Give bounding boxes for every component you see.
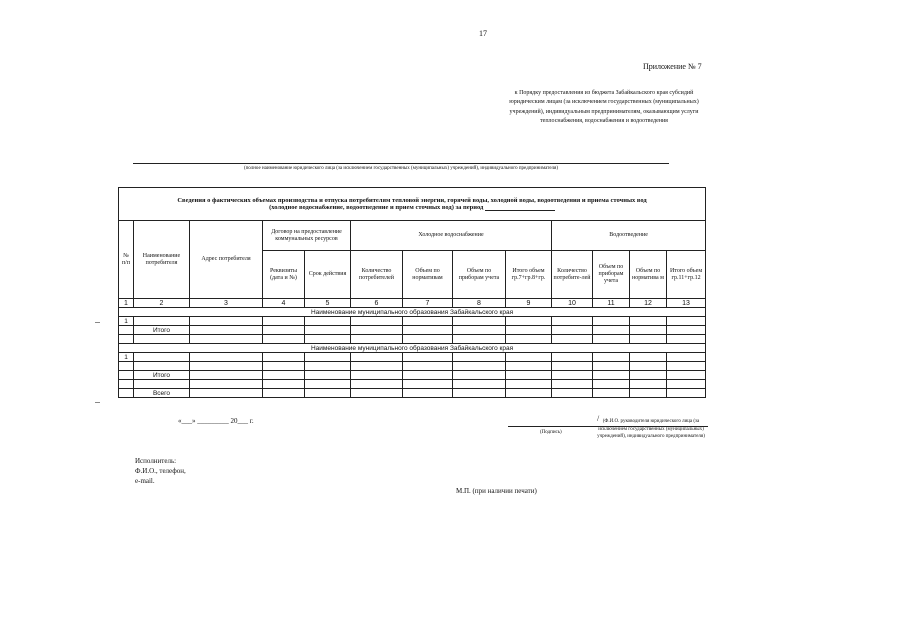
table-cell <box>134 335 190 344</box>
group-drain-header: Водоотведение <box>552 221 706 251</box>
table-title-line1: Сведения о фактических объемах производства и отпуска потребителям тепловой энергии, горячей воды, холодной воды, водоотведения и приема сточных вод <box>177 197 647 204</box>
table-cell <box>190 353 263 362</box>
table-cell <box>630 335 667 344</box>
table-cell <box>453 380 506 389</box>
col-address-header: Адрес потребителя <box>190 221 263 299</box>
table-cell <box>305 380 351 389</box>
table-cell <box>453 353 506 362</box>
table-cell <box>190 326 263 335</box>
sub-drain-count-header: Количество потребите-лей <box>552 251 593 299</box>
table-cell <box>630 389 667 398</box>
signature-separator: / <box>597 414 600 423</box>
sub-requisites-header: Реквизиты (дата и №) <box>263 251 305 299</box>
table-cell <box>305 362 351 371</box>
table-cell <box>305 326 351 335</box>
date-line: «___» _________ 20___ г. <box>178 417 254 425</box>
table-cell <box>263 362 305 371</box>
page-number: 17 <box>479 29 487 38</box>
performer-fio: Ф.И.О., телефон, <box>135 467 186 475</box>
table-cell <box>552 380 593 389</box>
table-cell <box>552 317 593 326</box>
table-cell <box>552 371 593 380</box>
group-cold-header: Холодное водоснабжение <box>351 221 552 251</box>
table-cell <box>593 389 630 398</box>
table-cell <box>667 389 706 398</box>
table-cell <box>351 335 403 344</box>
table-cell <box>506 353 552 362</box>
table-cell <box>593 353 630 362</box>
col-number-cell: 13 <box>667 299 706 308</box>
table-cell <box>506 326 552 335</box>
table-cell <box>403 389 453 398</box>
table-title-period: (холодное водоснабжение, водоотведение и прием сточных вод) за период <box>269 204 484 211</box>
table-cell <box>119 380 134 389</box>
section-title: Наименование муниципального образования Забайкальского края <box>119 344 706 353</box>
table-cell <box>190 335 263 344</box>
table-cell <box>403 335 453 344</box>
table-cell <box>190 371 263 380</box>
table-cell <box>305 353 351 362</box>
performer-block <box>135 456 186 486</box>
table-cell <box>667 362 706 371</box>
table-cell <box>506 317 552 326</box>
table-cell <box>119 335 134 344</box>
table-cell <box>593 380 630 389</box>
table-cell <box>593 335 630 344</box>
table-cell <box>552 353 593 362</box>
sub-cold-meter-header: Объем по приборам учета <box>453 251 506 299</box>
table-cell <box>667 326 706 335</box>
table-cell <box>119 362 134 371</box>
table-cell <box>351 353 403 362</box>
margin-mark <box>95 402 100 403</box>
table-cell <box>263 335 305 344</box>
table-cell <box>667 371 706 380</box>
table-cell <box>263 371 305 380</box>
table-cell <box>305 317 351 326</box>
table-cell <box>506 362 552 371</box>
table-cell <box>453 371 506 380</box>
table-cell <box>134 353 190 362</box>
table-row-num: 1 <box>119 317 134 326</box>
table-cell <box>351 380 403 389</box>
col-number-cell: 12 <box>630 299 667 308</box>
col-number-cell: 6 <box>351 299 403 308</box>
table-cell <box>403 362 453 371</box>
col-number-cell: 5 <box>305 299 351 308</box>
stamp-note: М.П. (при наличии печати) <box>456 487 537 495</box>
table-cell <box>305 389 351 398</box>
table-cell <box>453 326 506 335</box>
col-number-cell: 3 <box>190 299 263 308</box>
table-row-num: 1 <box>119 353 134 362</box>
table-cell <box>351 371 403 380</box>
table-cell <box>190 362 263 371</box>
table-cell <box>453 389 506 398</box>
table-cell <box>263 326 305 335</box>
col-number-cell: 9 <box>506 299 552 308</box>
table-cell <box>305 371 351 380</box>
sub-cold-total-header: Итого объем гр.7+гр.8+гр. <box>506 251 552 299</box>
table-cell <box>506 371 552 380</box>
table-cell <box>351 317 403 326</box>
margin-mark <box>95 322 100 323</box>
table-cell <box>351 362 403 371</box>
table-title <box>119 188 706 221</box>
table-cell <box>506 380 552 389</box>
table-cell <box>263 317 305 326</box>
table-cell <box>630 326 667 335</box>
table-cell <box>630 317 667 326</box>
sub-drain-meter-header: Объем по приборам учета <box>593 251 630 299</box>
table-cell <box>552 326 593 335</box>
table-cell <box>305 335 351 344</box>
sub-drain-total-header: Итого объем гр.11+гр.12 <box>667 251 706 299</box>
col-number-cell: 1 <box>119 299 134 308</box>
table-cell <box>403 353 453 362</box>
org-name-caption: (полное наименование юридического лица (за исключением государственных (муниципальных) учреждений), индивидуального предпринимателя) <box>243 166 559 171</box>
signature-caption: (Подпись) <box>540 430 562 435</box>
table-cell <box>593 326 630 335</box>
org-name-line <box>133 163 669 164</box>
table-cell <box>506 389 552 398</box>
table-cell <box>351 326 403 335</box>
performer-label: Исполнитель: <box>135 457 177 465</box>
fio-caption: (Ф.И.О. руководителя юридического лица (за исключением государственных (муниципальных) учреждений), индивидуального предпринимателя) <box>597 419 705 439</box>
table-cell <box>630 380 667 389</box>
col-name-header: Наименование потребителя <box>134 221 190 299</box>
table-cell <box>263 380 305 389</box>
table-cell <box>351 389 403 398</box>
col-number-cell: 2 <box>134 299 190 308</box>
table-cell <box>506 335 552 344</box>
table-cell <box>667 353 706 362</box>
table-cell <box>630 371 667 380</box>
sub-drain-norm-header: Объем по норматива м <box>630 251 667 299</box>
grand-total-label: Всего <box>134 389 190 398</box>
table-cell <box>453 335 506 344</box>
col-number-cell: 4 <box>263 299 305 308</box>
sub-cold-norm-header: Объем по нормативам <box>403 251 453 299</box>
table-cell <box>453 362 506 371</box>
sub-term-header: Срок действия <box>305 251 351 299</box>
table-cell <box>453 317 506 326</box>
report-table <box>118 187 706 398</box>
table-cell <box>667 317 706 326</box>
appendix-subtitle: к Порядку предоставления из бюджета Забайкальского края субсидий юридическим лицам (за исключением государственных (муниципальных) учреждений), индивидуальным предпринимателям, оказывающим услуги теплоснабжения, водоснабжения и водоотведения <box>509 90 699 125</box>
table-cell <box>190 389 263 398</box>
col-num-header: № п/п <box>119 221 134 299</box>
table-cell <box>263 389 305 398</box>
table-cell <box>593 362 630 371</box>
section-total-label: Итого <box>134 371 190 380</box>
sub-cold-count-header: Количество потребителей <box>351 251 403 299</box>
table-cell <box>403 380 453 389</box>
table-cell <box>667 380 706 389</box>
table-cell <box>552 389 593 398</box>
table-cell <box>263 353 305 362</box>
table-cell <box>134 362 190 371</box>
col-number-cell: 7 <box>403 299 453 308</box>
table-cell <box>630 362 667 371</box>
section-total-label: Итого <box>134 326 190 335</box>
table-cell <box>593 317 630 326</box>
table-cell <box>190 317 263 326</box>
table-cell <box>190 380 263 389</box>
table-cell <box>403 326 453 335</box>
table-cell <box>630 353 667 362</box>
table-cell <box>552 335 593 344</box>
table-cell <box>134 380 190 389</box>
appendix-label: Приложение № 7 <box>643 62 702 71</box>
table-cell <box>119 371 134 380</box>
table-cell <box>403 371 453 380</box>
table-cell <box>667 335 706 344</box>
col-number-cell: 11 <box>593 299 630 308</box>
group-contract-header: Договор на предоставление коммунальных ресурсов <box>263 221 351 251</box>
table-cell <box>119 326 134 335</box>
performer-email: e-mail. <box>135 477 155 485</box>
table-cell <box>403 317 453 326</box>
section-title: Наименование муниципального образования Забайкальского края <box>119 308 706 317</box>
period-blank <box>485 204 555 211</box>
col-number-cell: 8 <box>453 299 506 308</box>
table-cell <box>119 389 134 398</box>
table-title-line2 <box>120 204 704 211</box>
table-cell <box>593 371 630 380</box>
table-cell <box>552 362 593 371</box>
table-cell <box>134 317 190 326</box>
col-number-cell: 10 <box>552 299 593 308</box>
